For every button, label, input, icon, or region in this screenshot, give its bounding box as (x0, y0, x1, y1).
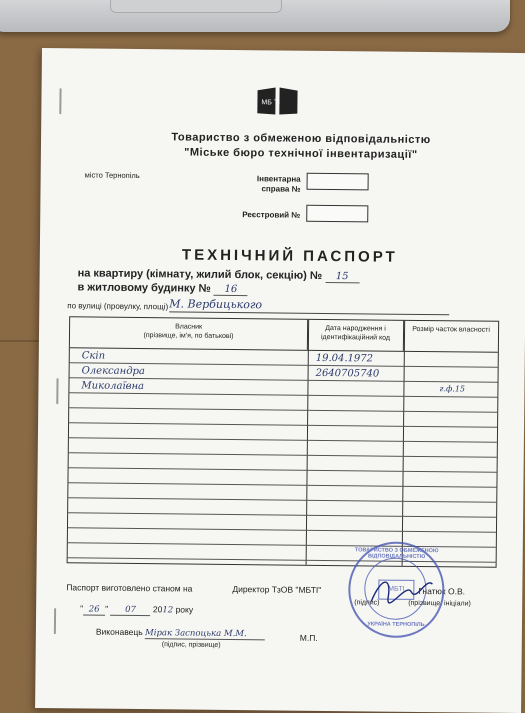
passport-document (35, 48, 525, 713)
city-label: місто Тернопіль (84, 170, 140, 181)
inventory-box (307, 173, 369, 191)
share-header: Розмір часток власності (412, 325, 490, 334)
director-caption: (прізвище, ініціали) (408, 599, 471, 608)
table-row-line (69, 422, 497, 427)
table-row-line (69, 452, 497, 457)
date-year-prefix: 20 (152, 604, 163, 615)
signature-caption: (підпис) (354, 599, 380, 607)
document-title: ТЕХНІЧНИЙ ПАСПОРТ (181, 246, 398, 266)
inventory-label: Інвентарна справа № (256, 174, 301, 194)
stamp-center: МБТІ (378, 580, 414, 600)
birth-header: Дата народження і ідентифікаційний код (308, 320, 404, 351)
owner-header-title: Власник (175, 323, 203, 331)
owners-table (67, 316, 500, 567)
staple-hole (59, 88, 61, 114)
laptop-edge (0, 0, 510, 32)
table-row-line (68, 497, 496, 502)
stamp-ring-bottom: УКРАЇНА ТЕРНОПІЛЬ (367, 621, 425, 629)
street-value: М. Вербицького (169, 297, 449, 315)
owner-header-sub: (прізвище, ім'я, по батькові) (143, 332, 234, 341)
laptop-trackpad (110, 0, 282, 13)
executor-name: Мірак Заспоцька М.М. (145, 628, 265, 640)
table-row-line (69, 407, 497, 412)
owner-cell: Скіп (81, 350, 106, 362)
director-label: Директор ТзОВ "МБТІ" (232, 584, 322, 595)
code-cell: 2640705740 (315, 367, 380, 380)
executor-caption: (підпис, прізвище) (161, 641, 221, 649)
made-date: " 26 " 07 2012 року (80, 603, 194, 616)
apartment-number: 15 (325, 271, 359, 283)
table-row-line (68, 482, 496, 487)
table-row-line (69, 392, 497, 397)
executor-line (96, 627, 265, 641)
column-divider (402, 321, 406, 566)
table-row-line (69, 437, 497, 442)
date-day: 26 (83, 604, 105, 615)
mp-label: М.П. (299, 632, 318, 643)
column-divider (306, 320, 310, 565)
stamp-ring-top: ТОВАРИСТВО З ОБМЕЖЕНОЮ ВІДПОВІДАЛЬНІСТЮ (354, 547, 439, 561)
logo-text: МБ ТІ (261, 99, 281, 107)
owner-header (70, 317, 308, 349)
owner-cell: Олександра (81, 365, 145, 378)
code-cell: 19.04.1972 (315, 352, 374, 365)
share-cell: г.ф.15 (439, 384, 466, 394)
director-signature-icon (366, 571, 436, 612)
building-prefix: в житловому будинку № (77, 281, 211, 295)
table-row-line (69, 467, 497, 472)
registry-label: Реєстровий № (242, 210, 301, 220)
building-line (77, 281, 248, 296)
table-row-line (68, 512, 496, 517)
table-row-line (68, 542, 496, 547)
staple-hole (56, 378, 58, 404)
made-label: Паспорт виготовлено станом на (66, 582, 193, 594)
building-number: 16 (214, 284, 248, 296)
staple-hole (54, 608, 56, 634)
registry-box (306, 205, 368, 223)
owner-cell: Миколаївна (81, 380, 145, 393)
org-line-2: "Міське бюро технічної інвентаризації" (184, 146, 418, 161)
date-month: 07 (110, 605, 150, 616)
org-line-1: Товариство з обмеженою відповідальністю (171, 131, 431, 147)
street-label: по вулиці (провулку, площі) (67, 301, 169, 312)
date-year-suffix: 12 (162, 605, 174, 616)
mbti-logo-icon (255, 86, 299, 116)
apartment-prefix: на квартиру (кімнату, жилий блок, секцію) № (77, 267, 323, 282)
executor-label: Виконавець (95, 626, 143, 638)
table-row-line (68, 527, 496, 532)
year-word: року (175, 604, 194, 615)
director-name: Гнатюк О.В. (418, 585, 466, 597)
